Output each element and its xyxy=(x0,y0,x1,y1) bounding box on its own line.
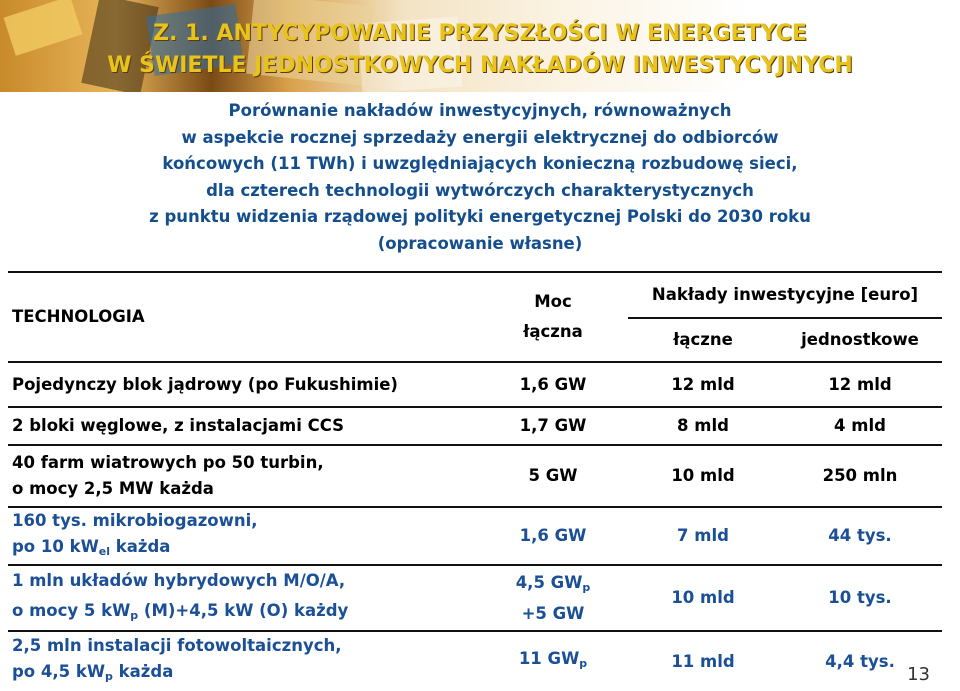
text-part: (M)+4,5 kW (O) każdy xyxy=(138,600,349,620)
page-number: 13 xyxy=(907,664,930,685)
table-row xyxy=(8,407,942,445)
cell-capacity: 1,6 GW xyxy=(478,362,628,407)
subtitle-line: dla czterech technologii wytwórczych charakterystycznych xyxy=(206,180,754,200)
cell-capacity: 5 GW xyxy=(478,445,628,507)
subscript: p xyxy=(582,580,591,594)
cell-technology-line1: 160 tys. mikrobiogazowni, xyxy=(12,510,258,530)
subtitle xyxy=(40,98,920,257)
text-part: 11 GW xyxy=(518,649,580,668)
cell-capacity xyxy=(478,631,628,691)
cell-unit: 12 mld xyxy=(778,362,942,407)
cell-technology xyxy=(8,507,478,565)
text-part: o mocy 5 kW xyxy=(12,600,131,620)
subtitle-line: w aspekcie rocznej sprzedaży energii elektrycznej do odbiorców xyxy=(181,127,779,147)
cell-capacity xyxy=(478,565,628,631)
cell-total: 7 mld xyxy=(628,507,778,565)
header-unit: jednostkowe xyxy=(778,318,942,362)
subscript: p xyxy=(579,657,588,670)
subtitle-line: Porównanie nakładów inwestycyjnych, równoważnych xyxy=(228,101,732,120)
cell-unit: 250 mln xyxy=(778,445,942,507)
cell-total: 11 mld xyxy=(671,651,735,671)
text-part: każda xyxy=(112,662,174,681)
header-investment: Nakłady inwestycyjne [euro] xyxy=(628,272,942,318)
table-row xyxy=(8,507,942,565)
header-capacity-line2: łączna xyxy=(523,322,583,341)
subtitle-line: z punktu widzenia rządowej polityki energetycznej Polski do 2030 roku xyxy=(149,207,811,226)
text-part: po 10 kW xyxy=(12,536,99,556)
cell-total: 8 mld xyxy=(628,407,778,445)
cell-capacity-line1 xyxy=(482,572,624,599)
cell-capacity: 1,7 GW xyxy=(478,407,628,445)
cell-technology-line1: 2,5 mln instalacji fotowoltaicznych, xyxy=(12,636,342,655)
text-part: po 4,5 kW xyxy=(12,662,106,681)
cell-technology-line2 xyxy=(12,600,474,627)
text-part: 4,5 GW xyxy=(515,572,583,592)
header-total: łączne xyxy=(628,318,778,362)
title-line-2: W ŚWIETLE JEDNOSTKOWYCH NAKŁADÓW INWESTYCYJNYCH xyxy=(107,53,853,78)
subtitle-line: końcowych (11 TWh) i uwzględniających konieczną rozbudowę sieci, xyxy=(162,154,798,173)
header-technology: TECHNOLOGIA xyxy=(8,272,478,362)
table-row xyxy=(8,631,942,691)
header-capacity xyxy=(478,272,628,362)
cell-technology: 2 bloki węglowe, z instalacjami CCS xyxy=(8,407,478,445)
cell-technology xyxy=(8,565,478,631)
header-capacity-line1: Moc xyxy=(534,292,572,311)
subscript: p xyxy=(105,670,113,683)
cell-unit: 44 tys. xyxy=(778,507,942,565)
text-part: każda xyxy=(110,536,171,556)
subscript: p xyxy=(130,608,139,622)
cell-unit: 4,4 tys. xyxy=(825,651,895,671)
cell-technology: Pojedynczy blok jądrowy (po Fukushimie) xyxy=(8,362,478,407)
table-row xyxy=(8,565,942,631)
cell-unit: 4 mld xyxy=(778,407,942,445)
cell-technology xyxy=(8,631,478,691)
cell-technology-line1: 40 farm wiatrowych po 50 turbin, xyxy=(12,453,324,472)
cell-technology-line2: o mocy 2,5 MW każda xyxy=(12,479,214,498)
comparison-table xyxy=(8,271,942,691)
table-row xyxy=(8,445,942,507)
subtitle-line: (opracowanie własne) xyxy=(377,233,583,253)
cell-capacity-line2: +5 GW xyxy=(521,603,585,623)
cell-total: 12 mld xyxy=(628,362,778,407)
cell-total: 10 mld xyxy=(628,565,778,631)
title-line-1: Z. 1. ANTYCYPOWANIE PRZYSZŁOŚCI W ENERGETYCE xyxy=(153,21,807,46)
subscript: el xyxy=(98,544,111,558)
cell-technology-line2 xyxy=(12,661,474,688)
cell-technology-line1: 1 mln układów hybrydowych M/O/A, xyxy=(12,570,346,590)
table-row xyxy=(8,362,942,407)
cell-capacity: 1,6 GW xyxy=(478,507,628,565)
cell-technology-line2 xyxy=(12,536,474,563)
cell-unit: 10 tys. xyxy=(778,565,942,631)
cell-total: 10 mld xyxy=(628,445,778,507)
cell-technology xyxy=(8,445,478,507)
